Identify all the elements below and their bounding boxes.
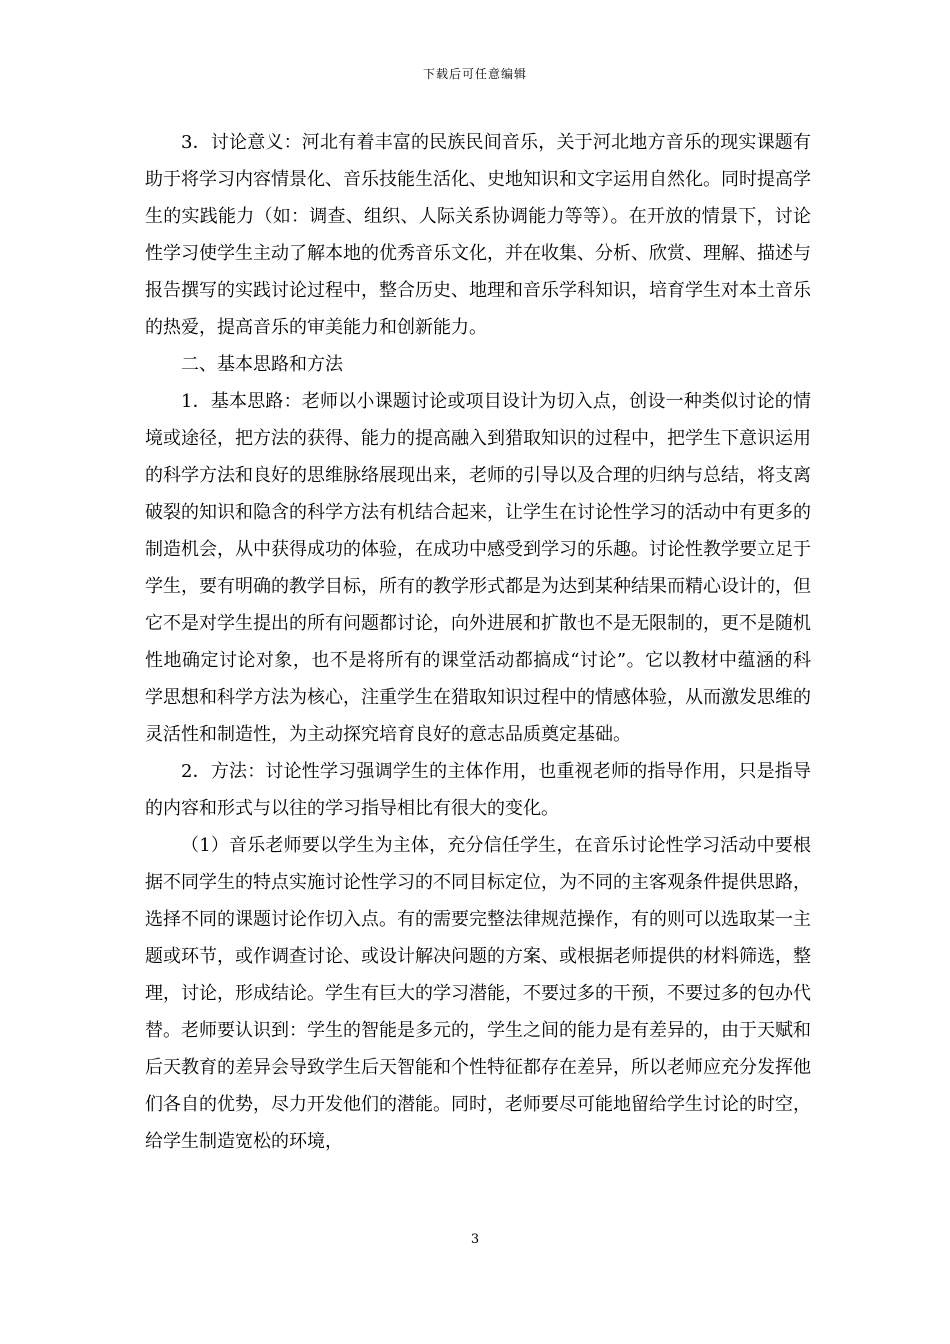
page-number: 3: [470, 1232, 480, 1247]
section-heading-basic-approach: 二、基本思路和方法: [181, 354, 343, 375]
page-header: 下载后可任意编辑: [422, 67, 527, 81]
paragraph-discussion-significance: 3．讨论意义：河北有着丰富的民族民间音乐，关于河北地方音乐的现实课题有助于将学习内容情景化、音乐技能生活化、史地知识和文字运用自然化。同时提高学生的实践能力（如：调查、组织、人际关系协调能力等等）。在开放的情景下，讨论性学习使学生主动了解本地的优秀音乐文化，并在收集、分析、欣赏、理解、描述与报告撰写的实践讨论过程中，整合历史、地理和音乐学科知识，培育学生对本土音乐的热爱，提高音乐的审美能力和创新能力。: [145, 132, 811, 338]
document-body: [145, 124, 811, 1160]
paragraph-basic-idea: 1．基本思路：老师以小课题讨论或项目设计为切入点，创设一种类似讨论的情境或途径，把方法的获得、能力的提高融入到猎取知识的过程中，把学生下意识运用的科学方法和良好的思维脉络展现出来，老师的引导以及合理的归纳与总结，将支离破裂的知识和隐含的科学方法有机结合起来，让学生在讨论性学习的活动中有更多的制造机会，从中获得成功的体验，在成功中感受到学习的乐趣。讨论性教学要立足于学生，要有明确的教学目标，所有的教学形式都是为达到某种结果而精心设计的，但它不是对学生提出的所有问题都讨论，向外进展和扩散也不是无限制的，更不是随机性地确定讨论对象，也不是将所有的课堂活动都搞成“讨论”。它以教材中蕴涵的科学思想和科学方法为核心，注重学生在猎取知识过程中的情感体验，从而激发思维的灵活性和制造性，为主动探究培育良好的意志品质奠定基础。: [145, 391, 811, 745]
paragraph-teacher-role: （1）音乐老师要以学生为主体，充分信任学生，在音乐讨论性学习活动中要根据不同学生的特点实施讨论性学习的不同目标定位，为不同的主客观条件提供思路，选择不同的课题讨论作切入点。有的需要完整法律规范操作，有的则可以选取某一主题或环节，或作调查讨论、或设计解决问题的方案、或根据老师提供的材料筛选，整理，讨论，形成结论。学生有巨大的学习潜能，不要过多的干预，不要过多的包办代替。老师要认识到：学生的智能是多元的，学生之间的能力是有差异的，由于天赋和后天教育的差异会导致学生后天智能和个性特征都存在差异，所以老师应充分发挥他们各自的优势，尽力开发他们的潜能。同时，老师要尽可能地留给学生讨论的时空，给学生制造宽松的环境，: [145, 835, 811, 1152]
paragraph-method: 2．方法：讨论性学习强调学生的主体作用，也重视老师的指导作用，只是指导的内容和形式与以往的学习指导相比有很大的变化。: [145, 761, 811, 819]
